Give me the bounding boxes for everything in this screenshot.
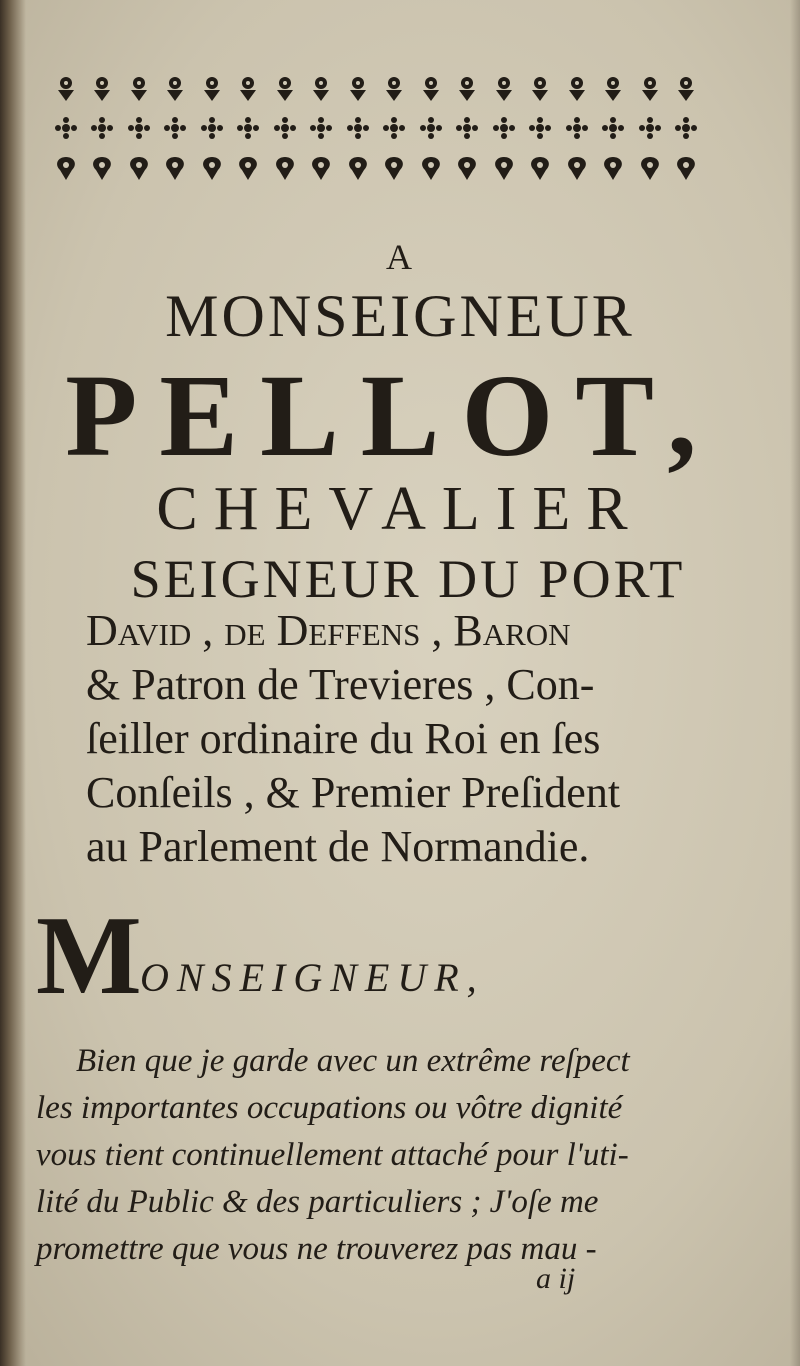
fleuron-icon [307, 114, 335, 142]
fleuron-icon [307, 154, 335, 182]
fleuron-icon [563, 74, 591, 102]
title-line: au Parlement de Normandie. [86, 822, 590, 871]
fleuron-icon [599, 154, 627, 182]
title-line: David , de Deffens , Baron [86, 606, 571, 655]
fleuron-icon [453, 74, 481, 102]
fleuron-icon [198, 74, 226, 102]
drop-initial: M [36, 894, 142, 1018]
dedication-body [36, 1038, 726, 1273]
title-line: & Patron de Trevieres , Con- [86, 660, 595, 709]
signature-mark: a ij [536, 1262, 576, 1295]
fleuron-icon [526, 74, 554, 102]
fleuron-icon [198, 114, 226, 142]
fleuron-icon [198, 154, 226, 182]
fleuron-icon [234, 114, 262, 142]
fleuron-icon [344, 74, 372, 102]
fleuron-icon [417, 74, 445, 102]
fleuron-icon [271, 114, 299, 142]
fleuron-icon [563, 114, 591, 142]
fleuron-icon [234, 74, 262, 102]
fleuron-icon [161, 74, 189, 102]
fleuron-icon [125, 114, 153, 142]
dedication-a: A [386, 237, 414, 277]
dedicatee-name: PELLOT, [65, 350, 719, 481]
fleuron-icon [636, 74, 664, 102]
fleuron-icon [599, 114, 627, 142]
body-line: promettre que vous ne trouverez pas mau - [36, 1231, 597, 1267]
fleuron-icon [563, 154, 591, 182]
fleuron-icon [161, 114, 189, 142]
fleuron-icon [453, 114, 481, 142]
fleuron-icon [453, 154, 481, 182]
fleuron-icon [490, 114, 518, 142]
fleuron-icon [344, 114, 372, 142]
fleuron-icon [234, 154, 262, 182]
body-line: Bien que je garde avec un extrême reſpect [76, 1043, 630, 1079]
fleuron-icon [88, 114, 116, 142]
body-line: vous tient continuellement attaché pour l'uti- [36, 1137, 629, 1173]
dedication-title: MONSEIGNEUR [165, 283, 635, 349]
book-binding-shadow [0, 0, 26, 1366]
dedicatee-rank: CHEVALIER [156, 475, 644, 543]
fleuron-icon [88, 74, 116, 102]
fleuron-icon [672, 74, 700, 102]
dedicatee-titles [86, 604, 726, 874]
fleuron-icon [417, 154, 445, 182]
fleuron-icon [52, 114, 80, 142]
fleuron-icon [526, 154, 554, 182]
dedicatee-seigneury: SEIGNEUR DU PORT [130, 549, 686, 609]
ornament-row [52, 148, 700, 188]
salutation [36, 894, 696, 1018]
fleuron-icon [672, 154, 700, 182]
fleuron-icon [636, 154, 664, 182]
title-line: ſeiller ordinaire du Roi en ſes [86, 714, 601, 763]
fleuron-icon [52, 154, 80, 182]
fleuron-icon [380, 154, 408, 182]
fleuron-icon [636, 114, 664, 142]
fleuron-icon [271, 154, 299, 182]
fleuron-band-icon [52, 68, 700, 198]
fleuron-icon [344, 154, 372, 182]
fleuron-icon [125, 74, 153, 102]
fleuron-icon [88, 154, 116, 182]
ornament-row [52, 68, 700, 108]
fleuron-icon [52, 74, 80, 102]
body-line: lité du Public & des particuliers ; J'oſe me [36, 1184, 599, 1220]
fleuron-icon [271, 74, 299, 102]
fleuron-icon [490, 154, 518, 182]
fleuron-icon [161, 154, 189, 182]
fleuron-icon [380, 74, 408, 102]
fleuron-icon [599, 74, 627, 102]
salutation-rest: ONSEIGNEUR, [140, 955, 485, 1000]
fleuron-icon [380, 114, 408, 142]
page-edge-shadow [790, 0, 800, 1366]
body-line: les importantes occupations ou vôtre dignité [36, 1090, 623, 1126]
ornament-row [52, 108, 700, 148]
fleuron-icon [125, 154, 153, 182]
fleuron-icon [526, 114, 554, 142]
fleuron-icon [490, 74, 518, 102]
title-line: Conſeils , & Premier Preſident [86, 768, 621, 817]
fleuron-icon [417, 114, 445, 142]
fleuron-icon [307, 74, 335, 102]
fleuron-icon [672, 114, 700, 142]
